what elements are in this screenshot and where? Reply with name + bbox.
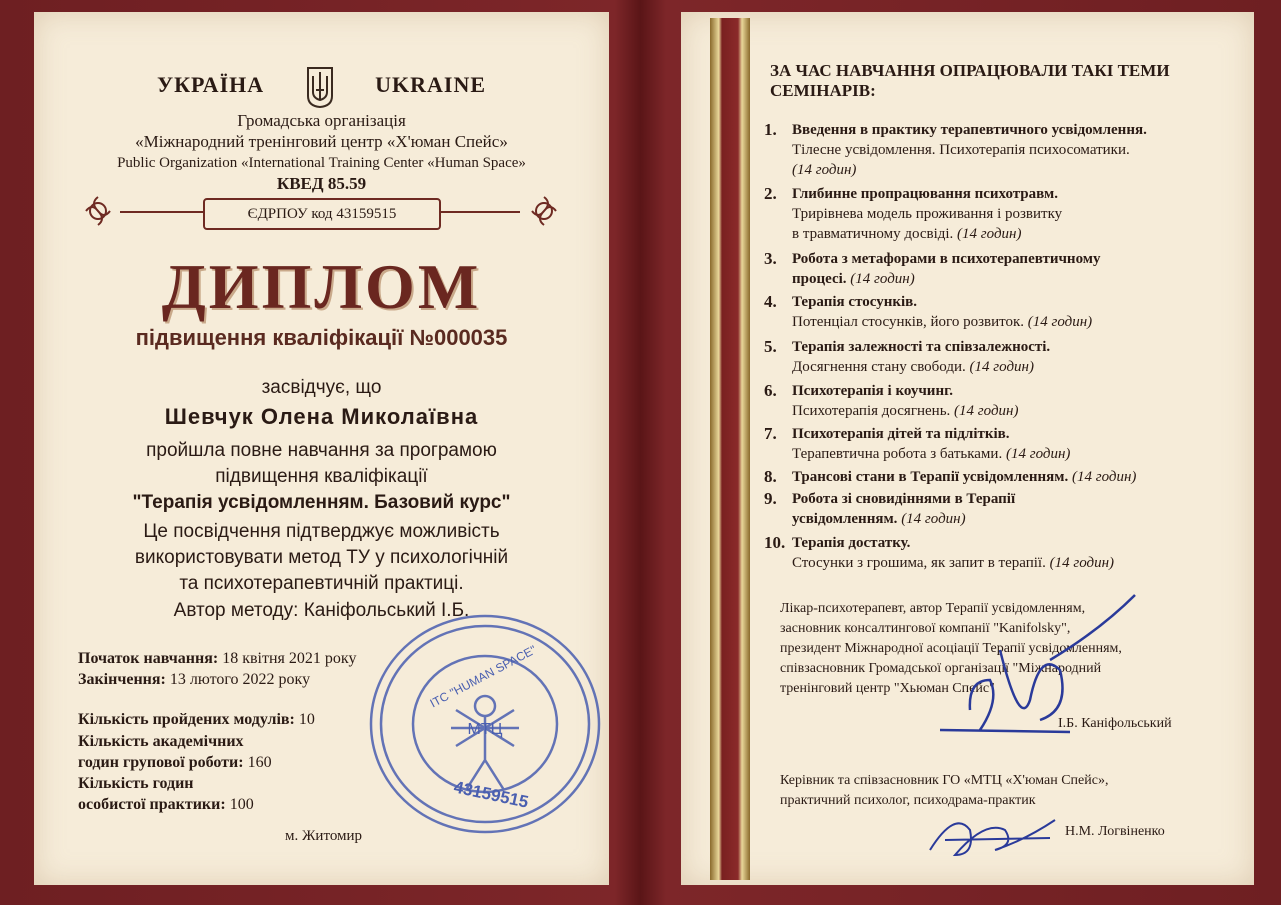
- topic-number: 5.: [764, 337, 777, 356]
- kved: КВЕД 85.59: [276, 174, 367, 193]
- topic-title: Введення в практику терапевтичного усвідомлення.: [792, 122, 1147, 138]
- body-line1: пройшла повне навчання за програмою: [146, 440, 497, 461]
- certifies-text: засвідчує, що: [261, 377, 382, 398]
- topic-desc: Терапевтична робота з батьками.: [792, 446, 1003, 462]
- topic-number: 2.: [764, 184, 777, 203]
- seal-inner-text: ITC "HUMAN SPACE": [427, 642, 539, 711]
- topic-title: Терапія залежності та співзалежності.: [792, 339, 1051, 355]
- body-line2: підвищення кваліфікації: [215, 466, 428, 487]
- city: м. Житомир: [285, 828, 363, 844]
- signer2-name: Н.М. Логвіненко: [1065, 824, 1165, 839]
- start-label: Початок навчання:: [78, 650, 219, 667]
- end-date: [78, 670, 310, 689]
- modules-value: 10: [298, 711, 315, 728]
- signer1-line5: тренінговий центр "Хьюман Спейс": [780, 681, 995, 696]
- topic-item: [766, 120, 1236, 180]
- diploma-title: ДИПЛОМ: [161, 251, 482, 322]
- topic-item: [766, 533, 1236, 573]
- trident-emblem-icon: [305, 66, 335, 108]
- group-hours: [78, 753, 272, 772]
- signature-2-icon: [925, 800, 1065, 864]
- topic-hours: (14 годин): [1005, 446, 1071, 462]
- topic-hours: (14 годин): [792, 162, 857, 178]
- topic-hours: (14 годин): [957, 226, 1022, 242]
- body-line6: Автор методу: Каніфольський І.Б.: [173, 600, 470, 621]
- topic-number: 1.: [764, 120, 777, 139]
- seal-code: 43159515: [452, 777, 531, 812]
- topic-item: [766, 381, 1236, 421]
- topic-number: 4.: [764, 292, 777, 311]
- topics-heading-line1: ЗА ЧАС НАВЧАННЯ ОПРАЦЮВАЛИ ТАКІ ТЕМИ: [770, 61, 1170, 80]
- topic-hours: (14 годин): [1071, 469, 1137, 485]
- topic-number: 7.: [764, 424, 777, 443]
- topic-desc: Досягнення стану свободи.: [792, 359, 966, 375]
- topic-number: 9.: [764, 489, 777, 508]
- signer1-name: І.Б. Каніфольський: [1058, 716, 1172, 731]
- recipient-name: Шевчук Олена Миколаївна: [164, 404, 479, 429]
- end-label: Закінчення:: [78, 671, 166, 688]
- country-en: UKRAINE: [375, 72, 487, 98]
- topic-title: Глибинне пропрацювання психотравм.: [792, 186, 1058, 202]
- topic-number: 3.: [764, 249, 777, 268]
- topic-hours: (14 годин): [1049, 555, 1115, 571]
- modules-label: Кількість пройдених модулів:: [78, 711, 295, 728]
- topic-item: [766, 292, 1236, 332]
- topic-hours: (14 годин): [850, 271, 915, 287]
- topic-item: [766, 489, 1236, 529]
- organization-seal-icon: [366, 610, 604, 838]
- personal-label-2: особистої практики:: [78, 796, 226, 813]
- topic-hours: (14 годин): [969, 359, 1034, 375]
- topic-desc: Трирівнева модель проживання і розвитку: [792, 206, 1063, 222]
- topic-title: Терапія достатку.: [792, 535, 911, 551]
- country-ua: УКРАЇНА: [156, 72, 265, 98]
- topic-title: Психотерапія і коучинг.: [792, 383, 953, 399]
- ornament-left-icon: [80, 193, 116, 229]
- topic-item: [766, 249, 1236, 289]
- topic-desc: Стосунки з грошима, як запит в терапії.: [792, 555, 1046, 571]
- personal-hours: [78, 795, 254, 814]
- group-label-2: годин групової роботи:: [78, 754, 244, 771]
- topic-item: [766, 184, 1236, 244]
- topic-item: [766, 467, 1236, 487]
- topic-item: [766, 337, 1236, 377]
- signer1-line3: президент Міжнародної асоціації Терапії усвідомленням,: [780, 641, 1122, 656]
- topic-title: Робота зі сновидіннями в Терапії: [792, 491, 1016, 507]
- group-label-1: Кількість академічних: [78, 733, 244, 750]
- ornament-right-icon: [526, 193, 562, 229]
- topic-title: Трансові стани в Терапії усвідомленням.: [792, 469, 1069, 485]
- edrpou-code: ЄДРПОУ код 43159515: [203, 198, 441, 230]
- topic-hours: (14 годин): [901, 511, 966, 527]
- topic-title: Психотерапія дітей та підлітків.: [792, 426, 1010, 442]
- signer1-line2: засновник консалтингової компанії "Kanifolsky",: [780, 621, 1071, 636]
- body-line5: та психотерапевтичній практиці.: [179, 573, 464, 594]
- topic-hours: (14 годин): [954, 403, 1019, 419]
- modules-count: [78, 710, 315, 729]
- topic-desc: усвідомленням.: [792, 511, 898, 527]
- topic-title: Робота з метафорами в психотерапевтичному: [792, 251, 1101, 267]
- course-name: "Терапія усвідомленням. Базовий курс": [132, 492, 511, 513]
- end-value: 13 лютого 2022 року: [169, 671, 311, 688]
- org-ua-line1: Громадська організація: [237, 111, 406, 130]
- personal-label-1: Кількість годин: [78, 775, 194, 792]
- country-header: [34, 66, 609, 108]
- topic-number: 8.: [764, 467, 777, 486]
- body-line4: використовувати метод ТУ у психологічній: [134, 547, 509, 568]
- body-line3: Це посвідчення підтверджує можливість: [143, 521, 500, 542]
- start-value: 18 квітня 2021 року: [222, 650, 357, 667]
- topic-number: 10.: [764, 533, 786, 552]
- topic-desc: Психотерапія досягнень.: [792, 403, 951, 419]
- topic-title: Терапія стосунків.: [792, 294, 918, 310]
- topic-desc: Потенціал стосунків, його розвиток.: [792, 314, 1024, 330]
- topic-item: [766, 424, 1236, 464]
- topic-number: 6.: [764, 381, 777, 400]
- org-en: Public Organization «International Training Center «Human Space»: [117, 155, 526, 171]
- seal-center-text: МТЦ: [467, 721, 503, 738]
- topic-desc: Тілесне усвідомлення. Психотерапія психосоматики.: [792, 142, 1130, 158]
- topic-desc-2: в травматичному досвіді.: [792, 226, 954, 242]
- topics-heading-line2: СЕМІНАРІВ:: [770, 81, 876, 100]
- diploma-subtitle: підвищення кваліфікації №000035: [135, 325, 508, 350]
- org-ua-line2: «Міжнародний тренінговий центр «Х'юман Спейс»: [135, 132, 508, 151]
- gold-binding-stripe: [710, 18, 750, 880]
- group-value: 160: [247, 754, 272, 771]
- personal-value: 100: [229, 796, 254, 813]
- signer2-line2: практичний психолог, психодрама-практик: [780, 793, 1036, 808]
- topic-hours: (14 годин): [1027, 314, 1093, 330]
- topics-heading: [770, 61, 1240, 101]
- signer1-line1: Лікар-психотерапевт, автор Терапії усвідомленням,: [780, 601, 1086, 616]
- signer1-line4: співзасновник Громадської організації "Міжнародний: [780, 661, 1102, 676]
- start-date: [78, 649, 356, 668]
- topic-desc: процесі.: [792, 271, 847, 287]
- signer2-line1: Керівник та співзасновник ГО «МТЦ «Х'юман Спейс»,: [780, 773, 1109, 788]
- signature-1-icon: [930, 590, 1150, 750]
